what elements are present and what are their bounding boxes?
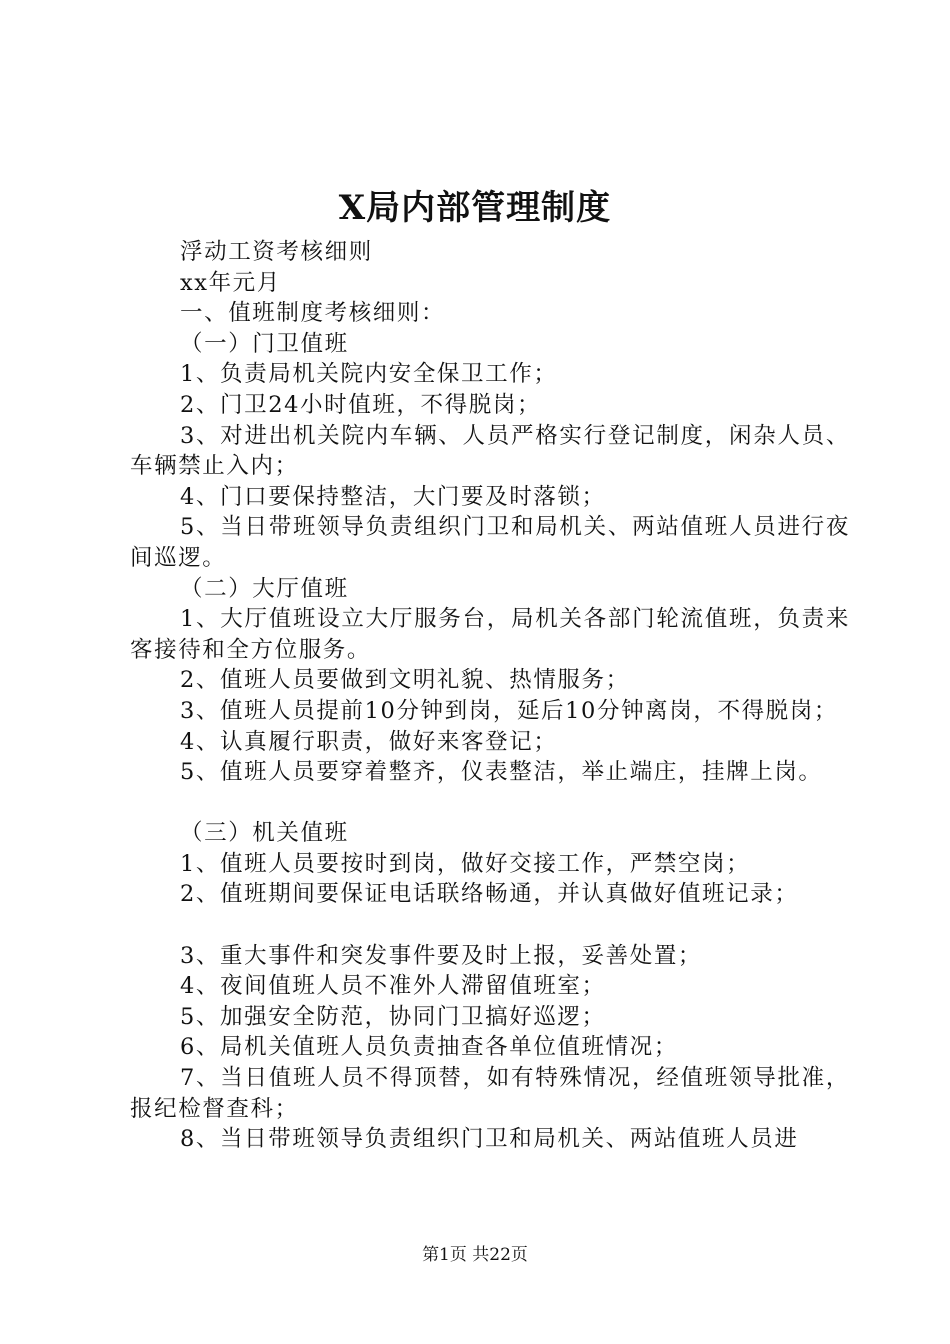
paragraph: 5、加强安全防范，协同门卫搞好巡逻；	[180, 1003, 606, 1030]
subtitle-line: 浮动工资考核细则	[180, 239, 373, 265]
paragraph: 5、当日带班领导负责组织门卫和局机关、两站值班人员进行夜间巡逻。	[130, 514, 850, 571]
paragraph: 1、负责局机关院内安全保卫工作；	[180, 361, 558, 388]
paragraph: 2、值班人员要做到文明礼貌、热情服务；	[180, 667, 630, 694]
subsection-heading: （三）机关值班	[180, 820, 349, 847]
date-line: xx年元月	[180, 269, 281, 296]
document-body	[130, 237, 850, 1155]
paragraph: 2、值班期间要保证电话联络畅通，并认真做好值班记录；	[180, 881, 799, 908]
blank-line	[130, 910, 850, 941]
paragraph: 3、值班人员提前10分钟到岗，延后10分钟离岗，不得脱岗；	[180, 697, 838, 724]
paragraph: 5、值班人员要穿着整齐，仪表整洁，举止端庄，挂牌上岗。	[180, 759, 823, 786]
paragraph: 2、门卫24小时值班，不得脱岗；	[180, 391, 542, 418]
paragraph: 1、值班人员要按时到岗，做好交接工作，严禁空岗；	[180, 850, 751, 877]
paragraph: 8、当日带班领导负责组织门卫和局机关、两站值班人员进	[180, 1126, 799, 1153]
paragraph: 4、夜间值班人员不准外人滞留值班室；	[180, 973, 606, 1000]
paragraph: 3、重大事件和突发事件要及时上报，妥善处置；	[180, 942, 703, 969]
subsection-heading: （二）大厅值班	[180, 575, 349, 602]
blank-line	[130, 788, 850, 819]
subsection-heading: （一）门卫值班	[180, 330, 349, 357]
document-title: X局内部管理制度	[338, 188, 612, 228]
page-footer: 第1页 共22页	[422, 1245, 528, 1265]
paragraph: 7、当日值班人员不得顶替，如有特殊情况，经值班领导批准，报纪检督查科；	[130, 1065, 850, 1122]
paragraph: 1、大厅值班设立大厅服务台，局机关各部门轮流值班，负责来客接待和全方位服务。	[130, 606, 850, 663]
paragraph: 6、局机关值班人员负责抽查各单位值班情况；	[180, 1034, 678, 1061]
paragraph: 4、门口要保持整洁，大门要及时落锁；	[180, 483, 606, 510]
paragraph: 3、对进出机关院内车辆、人员严格实行登记制度，闲杂人员、车辆禁止入内；	[130, 422, 850, 480]
section-heading: 一、值班制度考核细则：	[180, 300, 446, 327]
paragraph: 4、认真履行职责，做好来客登记；	[180, 728, 558, 755]
